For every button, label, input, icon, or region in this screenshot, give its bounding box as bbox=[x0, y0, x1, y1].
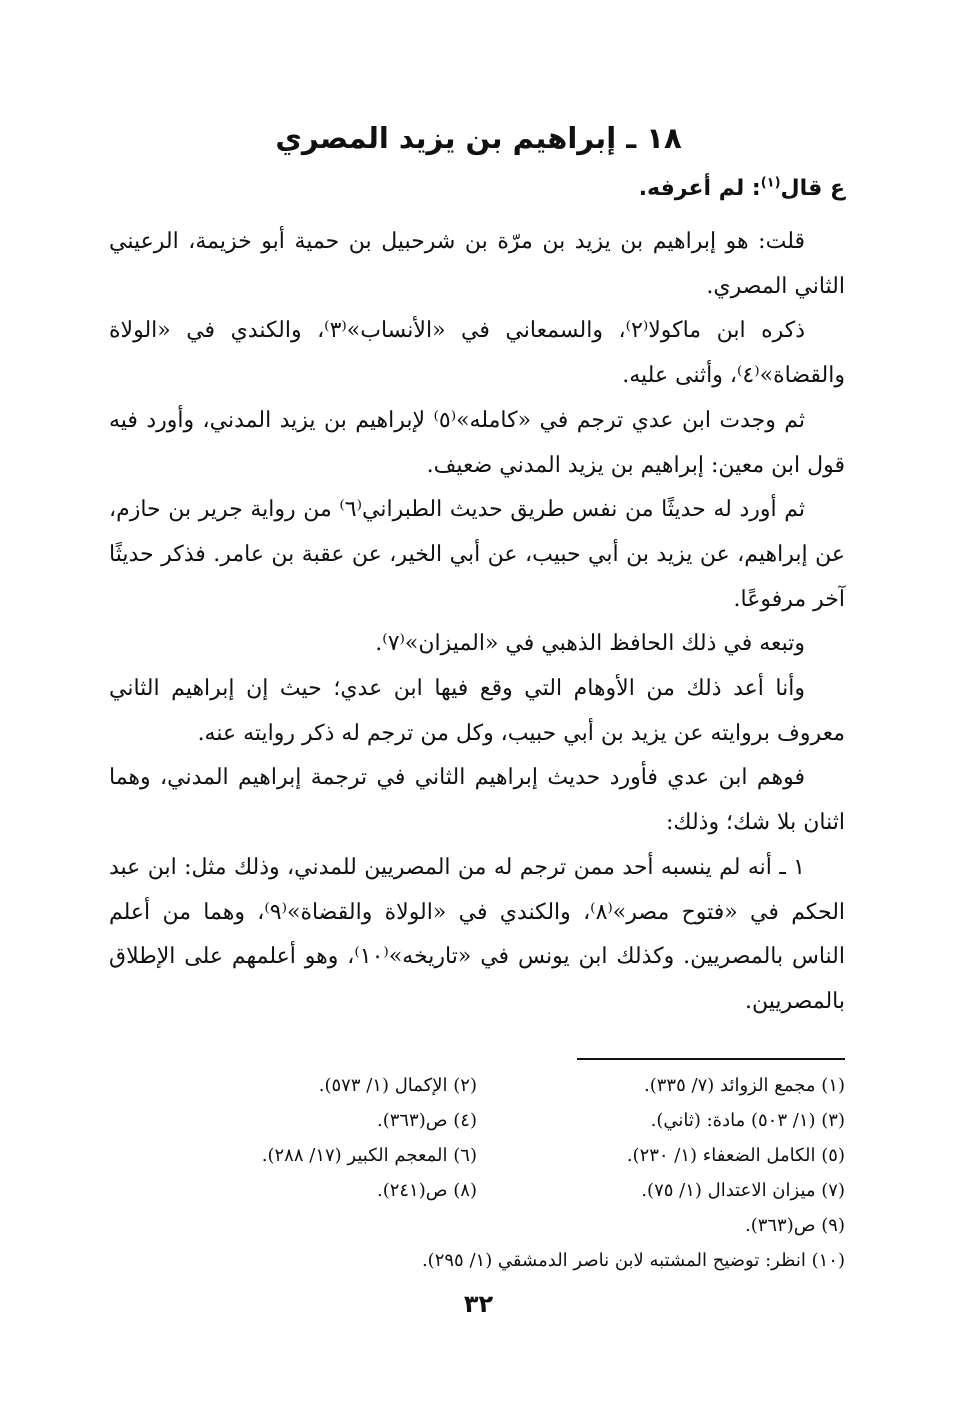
paragraph: ثم وجدت ابن عدي ترجم في «كامله»⁽٥⁾ لإبراهيم بن يزيد المدني، وأورد فيه قول ابن معين: إبراهيم بن يزيد المدني ضعيف. bbox=[109, 407, 845, 478]
paragraph: فوهم ابن عدي فأورد حديث إبراهيم الثاني في ترجمة إبراهيم المدني، وهما اثنان بلا شك؛ وذلك: bbox=[109, 765, 845, 836]
footnote-text: مجمع الزوائد (٧/ ٣٣٥). bbox=[644, 1075, 816, 1096]
body-text bbox=[109, 220, 845, 1025]
verdict-symbol: ع bbox=[829, 176, 845, 201]
footnote-number: (١٠) bbox=[811, 1250, 845, 1271]
footnote-text: الإكمال (١/ ٥٧٣). bbox=[318, 1075, 448, 1096]
footnote-empty-cell bbox=[109, 1208, 477, 1243]
page-number: ٣٢ bbox=[463, 1290, 494, 1318]
paragraph: ذكره ابن ماكولا⁽٢⁾، والسمعاني في «الأنساب»⁽٣⁾، والكندي في «الولاة والقضاة»⁽٤⁾، وأثنى عليه. bbox=[109, 318, 845, 389]
footnote-grid bbox=[109, 1068, 845, 1243]
paragraph: وأنا أعد ذلك من الأوهام التي وقع فيها ابن عدي؛ حيث إن إبراهيم الثاني معروف بروايته عن يزيد بن أبي حبيب، وكل من ترجم له ذكر روايته عنه. bbox=[109, 676, 845, 746]
entry-title: ١٨ ـ إبراهيم بن يزيد المصري bbox=[275, 121, 682, 155]
footnote-number: (٤) bbox=[453, 1110, 477, 1131]
footnote-item bbox=[109, 1138, 477, 1173]
footnote-number: (٢) bbox=[453, 1075, 477, 1096]
footnote-item bbox=[477, 1103, 845, 1138]
footnote-item bbox=[477, 1068, 845, 1103]
footnote-text: ص(٢٤١). bbox=[376, 1180, 448, 1201]
paragraph: قلت: هو إبراهيم بن يزيد بن مرّة بن شرحبيل بن حمية أبو خزيمة، الرعيني الثاني المصري. bbox=[109, 229, 845, 299]
footnote-item bbox=[477, 1208, 845, 1243]
paragraph: ١ ـ أنه لم ينسبه أحد ممن ترجم له من المصريين للمدني، وذلك مثل: ابن عبد الحكم في «فتوح مصر»⁽٨⁾، والكندي في «الولاة والقضاة»⁽٩⁾، وهما من أعلم الناس بالمصريين. وكذلك ابن يونس في «تاريخه»⁽١٠⁾، وهو أعلمهم على الإطلاق بالمصريين. bbox=[109, 854, 846, 1014]
verdict-text: : لم أعرفه. bbox=[638, 176, 761, 201]
verdict-word: قال bbox=[780, 176, 823, 201]
footnote-ref: (١) bbox=[760, 175, 781, 191]
footnote-number: (٥) bbox=[821, 1145, 845, 1166]
footnote-number: (١) bbox=[821, 1075, 845, 1096]
footnote-divider bbox=[577, 1058, 845, 1060]
footnote-item bbox=[477, 1138, 845, 1173]
footnote-number: (٨) bbox=[453, 1180, 477, 1201]
paragraph: ثم أورد له حديثًا من نفس طريق حديث الطبراني⁽٦⁾ من رواية جرير بن حازم، عن إبراهيم، عن يزيد بن أبي حبيب، عن أبي الخير، عن عقبة بن عامر. فذكر حديثًا آخر مرفوعًا. bbox=[109, 497, 845, 612]
footnote-item bbox=[109, 1068, 477, 1103]
footnote-text: ميزان الاعتدال (١/ ٧٥). bbox=[641, 1180, 816, 1201]
footnote-text: الكامل الضعفاء (١/ ٢٣٠). bbox=[626, 1145, 816, 1166]
footnote-text: انظر: توضيح المشتبه لابن ناصر الدمشقي (١/ ٢٩٥). bbox=[421, 1250, 806, 1271]
footnote-item bbox=[109, 1103, 477, 1138]
footnote-number: (٧) bbox=[821, 1180, 845, 1201]
footnote-number: (٣) bbox=[821, 1110, 845, 1131]
footnotes bbox=[109, 1068, 845, 1278]
footnote-number: (٦) bbox=[453, 1145, 477, 1166]
footnote-item bbox=[109, 1243, 845, 1278]
footnote-text: (١/ ٥٠٣) مادة: (ثاني). bbox=[650, 1110, 816, 1131]
verdict-line bbox=[639, 172, 845, 206]
footnote-text: ص(٣٦٣). bbox=[744, 1215, 816, 1236]
footnote-item bbox=[109, 1173, 477, 1208]
footnote-text: المعجم الكبير (١٧/ ٢٨٨). bbox=[261, 1145, 448, 1166]
footnote-item bbox=[477, 1173, 845, 1208]
paragraph: وتبعه في ذلك الحافظ الذهبي في «الميزان»⁽٧⁾. bbox=[375, 631, 805, 657]
footnote-text: ص(٣٦٣). bbox=[376, 1110, 448, 1131]
footnote-number: (٩) bbox=[821, 1215, 845, 1236]
